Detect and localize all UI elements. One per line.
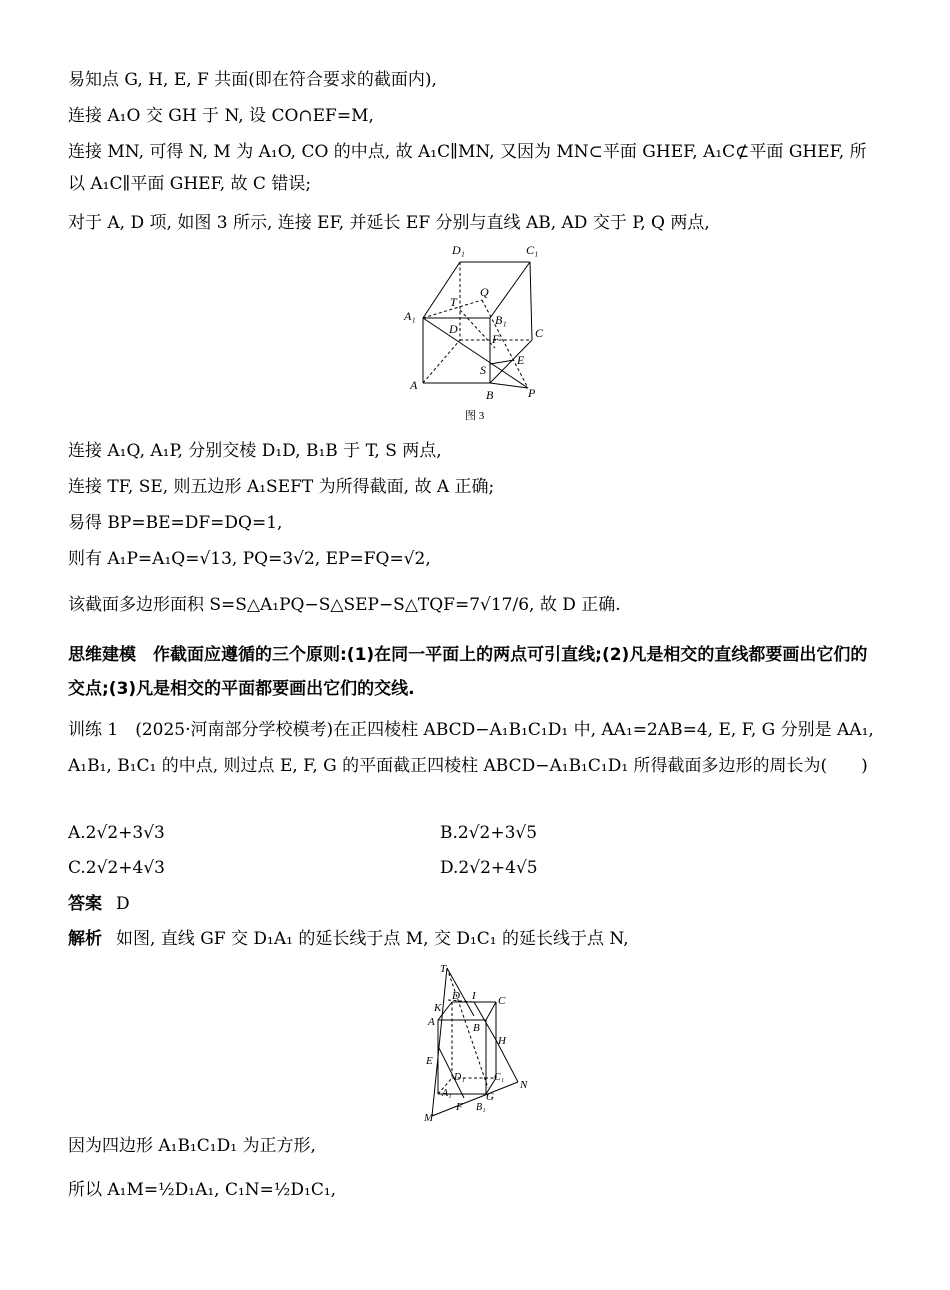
label-E: E xyxy=(517,353,525,367)
label-B: B xyxy=(486,388,494,402)
analysis-text: 如图, 直线 GF 交 D₁A₁ 的延长线于点 M, 交 D₁C₁ 的延长线于点 N, xyxy=(116,929,629,949)
text-line: 连接 A₁Q, A₁P, 分别交棱 D₁D, B₁B 于 T, S 两点, xyxy=(68,441,442,461)
option-a[interactable]: A.2√2+3√3 xyxy=(68,823,165,843)
label-A: A xyxy=(410,378,418,392)
label-C1: C₁ xyxy=(494,1072,505,1083)
label-G: G xyxy=(486,1091,494,1103)
answer-label: 答案 xyxy=(68,894,102,914)
label-D1: D₁ xyxy=(452,243,465,257)
text-line: 对于 A, D 项, 如图 3 所示, 连接 EF, 并延长 EF 分别与直线 AB, AD 交于 P, Q 两点, xyxy=(68,213,710,233)
text-line: 所以 A₁M=½D₁A₁, C₁N=½D₁C₁, xyxy=(68,1180,337,1200)
label-S: S xyxy=(480,363,486,377)
label-F: F xyxy=(492,332,500,346)
analysis-line xyxy=(68,927,883,951)
label-T: T xyxy=(440,963,447,975)
thinking-model-box: 思维建模 作截面应遵循的三个原则:(1)在同一平面上的两点可引直线;(2)凡是相交的直线都要画出它们的交点;(3)凡是相交的平面都要画出它们的交线. xyxy=(68,645,868,699)
text-line: 该截面多边形面积 S=S△A₁PQ−S△SEP−S△TQF=7√17/6, 故 D 正确. xyxy=(68,595,621,615)
figure-3-prism-diagram xyxy=(400,240,560,430)
label-B1: B₁ xyxy=(476,1102,486,1113)
label-D: D xyxy=(452,990,460,1002)
label-F: F xyxy=(456,1101,463,1113)
option-b[interactable]: B.2√2+3√5 xyxy=(440,823,538,843)
label-C1: C₁ xyxy=(526,243,539,257)
label-B1: B₁ xyxy=(495,313,507,327)
figure-caption: 图 3 xyxy=(465,410,485,422)
label-I: I xyxy=(472,990,476,1002)
label-Q: Q xyxy=(480,285,489,299)
text-line: 连接 A₁O 交 GH 于 N, 设 CO∩EF=M, xyxy=(68,106,374,126)
label-A: A xyxy=(428,1016,435,1028)
text-line: 易知点 G, H, E, F 共面(即在符合要求的截面内), xyxy=(68,70,437,90)
text-paragraph: 连接 MN, 可得 N, M 为 A₁O, CO 的中点, 故 A₁C∥MN, 又因为 MN⊂平面 GHEF, A₁C⊄平面 GHEF, 所以 A₁C∥平面 GHEF, 故 C 错误; xyxy=(68,142,867,194)
label-D: D xyxy=(449,322,458,336)
text-line: 则有 A₁P=A₁Q=√13, PQ=3√2, EP=FQ=√2, xyxy=(68,549,431,569)
answer-value: D xyxy=(116,894,130,914)
exercise-1-stem: 训练 1 (2025·河南部分学校模考)在正四棱柱 ABCD−A₁B₁C₁D₁ 中, AA₁=2AB=4, E, F, G 分别是 AA₁, A₁B₁, B₁C₁ 的中点, 则过点 E, F, G 的平面截正四棱柱 ABCD−A₁B₁C₁D₁ 所得截面多边形的周长为( ) xyxy=(68,720,874,776)
answer-line xyxy=(68,892,883,916)
label-C: C xyxy=(498,995,506,1007)
label-P: P xyxy=(528,386,536,400)
option-d[interactable]: D.2√2+4√5 xyxy=(440,858,538,878)
label-D1: D₁ xyxy=(454,1072,465,1083)
figure-4-prism-diagram xyxy=(418,958,538,1124)
label-T: T xyxy=(450,295,457,309)
label-A1: A₁ xyxy=(442,1088,452,1099)
text-line: 连接 TF, SE, 则五边形 A₁SEFT 为所得截面, 故 A 正确; xyxy=(68,477,495,497)
text-line: 因为四边形 A₁B₁C₁D₁ 为正方形, xyxy=(68,1136,316,1156)
option-c[interactable]: C.2√2+4√3 xyxy=(68,858,165,878)
text-line: 易得 BP=BE=DF=DQ=1, xyxy=(68,513,283,533)
label-H: H xyxy=(498,1035,506,1047)
label-A1: A₁ xyxy=(404,309,416,323)
label-N: N xyxy=(520,1079,528,1091)
label-M: M xyxy=(424,1112,434,1124)
label-C: C xyxy=(535,326,544,340)
label-B: B xyxy=(473,1022,480,1034)
label-E: E xyxy=(426,1055,433,1067)
label-K: K xyxy=(434,1002,442,1014)
analysis-label: 解析 xyxy=(68,929,102,949)
